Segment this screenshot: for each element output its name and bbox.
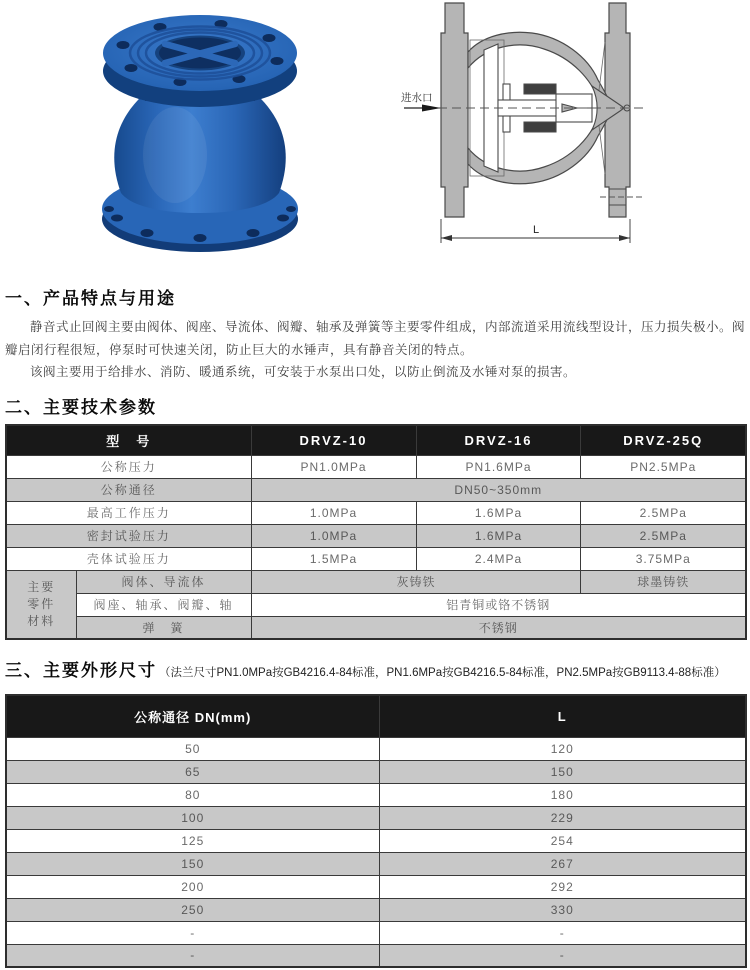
l-cell: 120 bbox=[379, 737, 746, 760]
part-name: 弹 簧 bbox=[76, 616, 251, 639]
valve-drawing-svg bbox=[396, 0, 648, 250]
value-cell: 1.0MPa bbox=[251, 524, 416, 547]
valve-photo bbox=[95, 5, 305, 258]
usage-paragraph: 该阀主要用于给排水、消防、暖通系统，可安装于水泵出口处，以防止倒流及水锤对泵的损害。 bbox=[30, 365, 577, 379]
model-cell: DRVZ-10 bbox=[251, 425, 416, 455]
table-row bbox=[6, 570, 746, 593]
feature-paragraph: 静音式止回阀主要由阀体、阀座、导流体、阀瓣、轴承及弹簧等主要零件组成，内部流道采用流线型设计，压力损失极小。阀瓣启闭行程很短，停泵时可快速关闭，防止巨大的水锤声，具有静音关闭的特点。 bbox=[5, 320, 746, 357]
dn-cell: - bbox=[6, 921, 379, 944]
l-cell: 292 bbox=[379, 875, 746, 898]
material-cell: 球墨铸铁 bbox=[581, 570, 746, 593]
section2-title: 二、主要技术参数 bbox=[5, 398, 157, 417]
value-cell: PN2.5MPa bbox=[581, 455, 746, 478]
dn-header: 公称通径 DN(mm) bbox=[6, 695, 379, 737]
value-cell: DN50~350mm bbox=[251, 478, 746, 501]
table-row bbox=[6, 944, 746, 967]
dimensions-header-row bbox=[6, 695, 746, 737]
table-row bbox=[6, 760, 746, 783]
l-cell: 254 bbox=[379, 829, 746, 852]
l-cell: - bbox=[379, 944, 746, 967]
table-row bbox=[6, 593, 746, 616]
value-cell: PN1.6MPa bbox=[416, 455, 581, 478]
material-cell: 不锈钢 bbox=[251, 616, 746, 639]
model-header-cell: 型 号 bbox=[6, 425, 251, 455]
l-cell: 330 bbox=[379, 898, 746, 921]
tech-params-table bbox=[5, 424, 747, 640]
model-cell: DRVZ-25Q bbox=[581, 425, 746, 455]
inlet-label: 进水口 bbox=[401, 92, 433, 104]
table-row bbox=[6, 616, 746, 639]
dn-cell: 125 bbox=[6, 829, 379, 852]
part-name: 阀座、轴承、阀瓣、轴 bbox=[76, 593, 251, 616]
dn-cell: - bbox=[6, 944, 379, 967]
dimension-label: L bbox=[533, 224, 540, 236]
section3-title bbox=[5, 656, 747, 681]
value-cell: 2.4MPa bbox=[416, 547, 581, 570]
dimensions-table bbox=[5, 694, 747, 968]
section1-title: 一、产品特点与用途 bbox=[5, 289, 176, 308]
model-cell: DRVZ-16 bbox=[416, 425, 581, 455]
table-row bbox=[6, 898, 746, 921]
table-row bbox=[6, 737, 746, 760]
table-row bbox=[6, 455, 746, 478]
row-label: 壳体试验压力 bbox=[6, 547, 251, 570]
section3-title-text: 三、主要外形尺寸 bbox=[5, 661, 157, 680]
tech-table-header-row bbox=[6, 425, 746, 455]
table-row bbox=[6, 806, 746, 829]
row-label: 公称压力 bbox=[6, 455, 251, 478]
guide-bracket-top bbox=[524, 84, 556, 94]
dn-cell: 65 bbox=[6, 760, 379, 783]
value-cell: 2.5MPa bbox=[581, 501, 746, 524]
part-name: 阀体、导流体 bbox=[76, 570, 251, 593]
row-label: 公称通径 bbox=[6, 478, 251, 501]
value-cell: 1.0MPa bbox=[251, 501, 416, 524]
table-row bbox=[6, 478, 746, 501]
table-row bbox=[6, 875, 746, 898]
guide-bracket-bottom bbox=[524, 122, 556, 132]
section-features bbox=[5, 284, 747, 384]
left-flange bbox=[441, 3, 468, 217]
value-cell: 1.6MPa bbox=[416, 501, 581, 524]
value-cell: 3.75MPa bbox=[581, 547, 746, 570]
table-row bbox=[6, 501, 746, 524]
section-tech-params bbox=[5, 393, 747, 640]
row-label: 密封试验压力 bbox=[6, 524, 251, 547]
flow-arrow-icon bbox=[422, 105, 441, 112]
l-cell: 229 bbox=[379, 806, 746, 829]
table-row bbox=[6, 547, 746, 570]
l-cell: - bbox=[379, 921, 746, 944]
flange-standards-note: （法兰尺寸PN1.0MPa按GB4216.4-84标准，PN1.6MPa按GB4216.5-84标准，PN2.5MPa按GB9113.4-88标准） bbox=[159, 667, 726, 679]
material-cell: 铝青铜或铬不锈钢 bbox=[251, 593, 746, 616]
value-cell: 1.6MPa bbox=[416, 524, 581, 547]
l-cell: 180 bbox=[379, 783, 746, 806]
valve-section-drawing bbox=[396, 0, 648, 255]
dn-cell: 150 bbox=[6, 852, 379, 875]
table-row bbox=[6, 524, 746, 547]
table-row bbox=[6, 852, 746, 875]
value-cell: 1.5MPa bbox=[251, 547, 416, 570]
material-cell: 灰铸铁 bbox=[251, 570, 581, 593]
dn-cell: 80 bbox=[6, 783, 379, 806]
l-cell: 150 bbox=[379, 760, 746, 783]
dn-cell: 200 bbox=[6, 875, 379, 898]
value-cell: 2.5MPa bbox=[581, 524, 746, 547]
table-row bbox=[6, 921, 746, 944]
section-dimensions bbox=[5, 656, 747, 968]
table-row bbox=[6, 829, 746, 852]
valve-photo-svg bbox=[95, 5, 305, 253]
value-cell: PN1.0MPa bbox=[251, 455, 416, 478]
dn-cell: 100 bbox=[6, 806, 379, 829]
l-header: L bbox=[379, 695, 746, 737]
dn-cell: 50 bbox=[6, 737, 379, 760]
row-label: 最高工作压力 bbox=[6, 501, 251, 524]
dn-cell: 250 bbox=[6, 898, 379, 921]
table-row bbox=[6, 783, 746, 806]
l-cell: 267 bbox=[379, 852, 746, 875]
materials-group-label: 主要 零件 材料 bbox=[6, 570, 76, 639]
